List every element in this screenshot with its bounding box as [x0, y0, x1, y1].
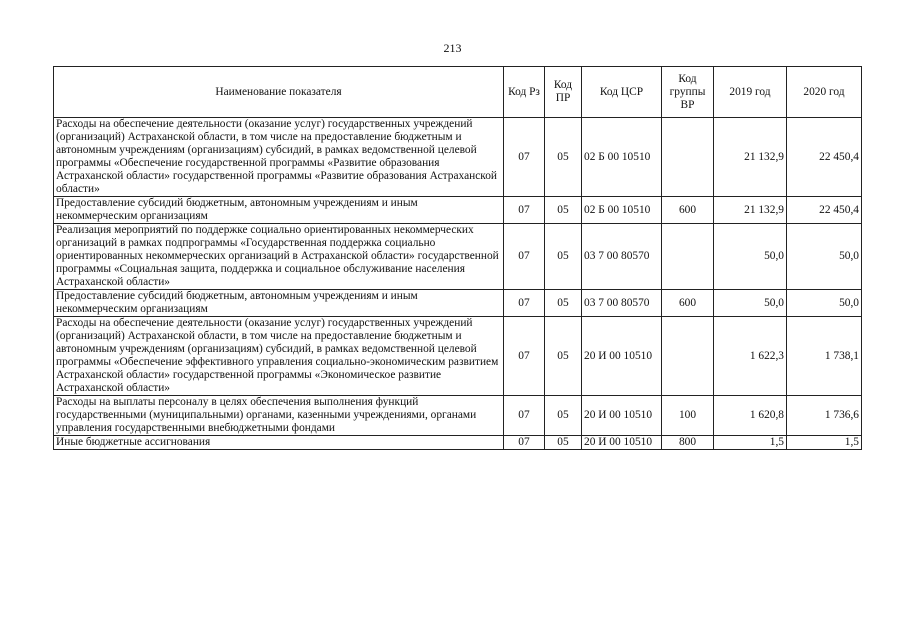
row-pr: 05 [545, 224, 582, 290]
row-name: Расходы на обеспечение деятельности (оказание услуг) государственных учреждений (организаций) Астраханской области, в том числе на предоставление бюджетным и автономным учреждениям (организациям) субсидий, в рамках ведомственной целевой программы «Обеспечение государственной программы «Развитие образования Астраханской области» государственной программы «Развитие образования Астраханской области» [54, 118, 504, 197]
row-rz: 07 [504, 436, 545, 450]
row-pr: 05 [545, 197, 582, 224]
row-vr: 600 [662, 290, 714, 317]
table-row [54, 224, 862, 290]
row-rz: 07 [504, 118, 545, 197]
row-rz: 07 [504, 317, 545, 396]
row-name: Предоставление субсидий бюджетным, автономным учреждениям и иным некоммерческим организациям [54, 197, 504, 224]
table-row [54, 118, 862, 197]
row-pr: 05 [545, 317, 582, 396]
row-csr: 20 И 00 10510 [582, 436, 662, 450]
budget-table [53, 66, 862, 450]
table-header-row [54, 67, 862, 118]
table-row [54, 317, 862, 396]
row-vr: 600 [662, 197, 714, 224]
header-csr: Код ЦСР [582, 67, 662, 118]
row-pr: 05 [545, 396, 582, 436]
header-rz: Код Рз [504, 67, 545, 118]
row-2020: 1 738,1 [787, 317, 862, 396]
row-csr: 20 И 00 10510 [582, 396, 662, 436]
header-2020: 2020 год [787, 67, 862, 118]
row-2020: 50,0 [787, 290, 862, 317]
row-csr: 20 И 00 10510 [582, 317, 662, 396]
row-2020: 50,0 [787, 224, 862, 290]
row-csr: 02 Б 00 10510 [582, 118, 662, 197]
table-row [54, 290, 862, 317]
row-rz: 07 [504, 396, 545, 436]
row-rz: 07 [504, 290, 545, 317]
row-vr [662, 224, 714, 290]
row-2019: 50,0 [714, 224, 787, 290]
row-2019: 1 622,3 [714, 317, 787, 396]
row-2019: 21 132,9 [714, 197, 787, 224]
row-2019: 50,0 [714, 290, 787, 317]
row-rz: 07 [504, 197, 545, 224]
header-pr: Код ПР [545, 67, 582, 118]
row-name: Предоставление субсидий бюджетным, автономным учреждениям и иным некоммерческим организациям [54, 290, 504, 317]
row-name: Расходы на обеспечение деятельности (оказание услуг) государственных учреждений (организаций) Астраханской области, в том числе на предоставление бюджетным и автономным учреждениям (организациям) субсидий, в рамках ведомственной целевой программы «Обеспечение эффективного управления социально-экономическим развитием Астраханской области» государственной программы «Экономическое развитие Астраханской области» [54, 317, 504, 396]
table-row [54, 436, 862, 450]
row-csr: 02 Б 00 10510 [582, 197, 662, 224]
row-name: Иные бюджетные ассигнования [54, 436, 504, 450]
header-name: Наименование показателя [54, 67, 504, 118]
row-rz: 07 [504, 224, 545, 290]
row-pr: 05 [545, 436, 582, 450]
row-2020: 1 736,6 [787, 396, 862, 436]
row-name: Расходы на выплаты персоналу в целях обеспечения выполнения функций государственными (муниципальными) органами, казенными учреждениями, органами управления государственными внебюджетными фондами [54, 396, 504, 436]
row-name: Реализация мероприятий по поддержке социально ориентированных некоммерческих организаций в рамках подпрограммы «Государственная поддержка социально ориентированных некоммерческих организаций в Астраханской области» государственной программы «Социальная защита, поддержка и социальное обслуживание населения Астраханской области» [54, 224, 504, 290]
row-pr: 05 [545, 118, 582, 197]
table-row [54, 396, 862, 436]
row-vr [662, 118, 714, 197]
row-csr: 03 7 00 80570 [582, 224, 662, 290]
header-2019: 2019 год [714, 67, 787, 118]
table-row [54, 197, 862, 224]
row-vr: 800 [662, 436, 714, 450]
row-vr [662, 317, 714, 396]
row-2020: 1,5 [787, 436, 862, 450]
row-2019: 1 620,8 [714, 396, 787, 436]
row-pr: 05 [545, 290, 582, 317]
row-csr: 03 7 00 80570 [582, 290, 662, 317]
row-2019: 1,5 [714, 436, 787, 450]
row-2020: 22 450,4 [787, 197, 862, 224]
page-number: 213 [443, 41, 462, 55]
header-vr: Код группы ВР [662, 67, 714, 118]
row-2020: 22 450,4 [787, 118, 862, 197]
row-2019: 21 132,9 [714, 118, 787, 197]
row-vr: 100 [662, 396, 714, 436]
